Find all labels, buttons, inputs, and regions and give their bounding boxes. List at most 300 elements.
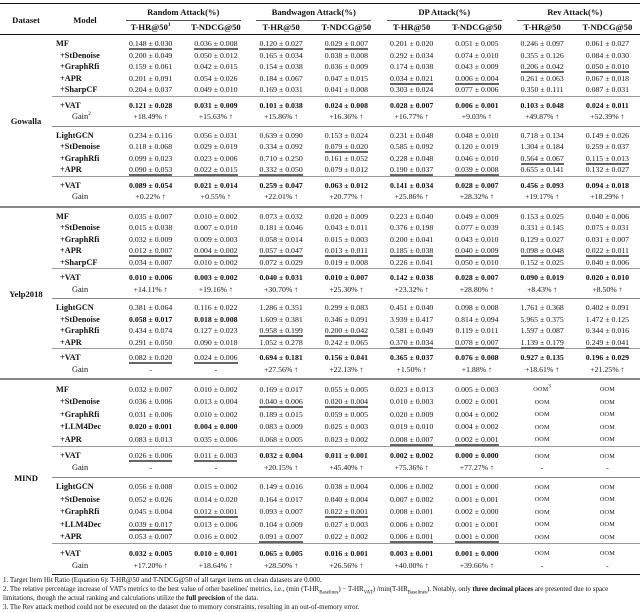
metric-cell xyxy=(510,518,575,531)
metric-value: +18.61% ↑ xyxy=(524,364,560,374)
metric-cell xyxy=(249,126,314,141)
dataset-label: Yelp2018 xyxy=(0,207,52,380)
metric-value: 0.259 ± 0.047 xyxy=(259,180,303,190)
metric-value: 0.344 ± 0.016 xyxy=(585,326,630,335)
metric-value: 0.019 ± 0.008 xyxy=(324,257,368,267)
metric-cell xyxy=(118,222,183,234)
metric-value: 0.141 ± 0.034 xyxy=(389,180,434,190)
metric-value: OOM xyxy=(599,496,615,503)
metric-value: - xyxy=(540,560,544,570)
metric-value: 0.040 ± 0.006 xyxy=(585,211,630,221)
metric-value: +18.64% ↑ xyxy=(198,560,234,570)
metric-cell xyxy=(118,35,183,50)
metric-cell xyxy=(379,421,444,434)
metric-value: 0.022 ± 0.002 xyxy=(324,532,368,541)
metric-cell xyxy=(379,96,444,111)
metric-cell xyxy=(118,531,183,544)
gain-cell xyxy=(444,191,509,207)
model-name xyxy=(52,111,118,126)
metric-value: 0.038 ± 0.008 xyxy=(324,50,368,60)
metric-value: 0.087 ± 0.031 xyxy=(585,85,630,94)
metric-value: 0.032 ± 0.007 xyxy=(128,384,173,394)
model-label: LightGCN xyxy=(56,482,94,491)
metric-cell xyxy=(249,176,314,191)
metric-cell xyxy=(314,84,379,96)
metric-cell xyxy=(510,408,575,421)
model-label: Gain xyxy=(72,284,89,294)
metric-cell xyxy=(183,506,248,519)
metric-cell xyxy=(444,421,509,434)
metric-value: +77.27% ↑ xyxy=(459,463,495,472)
metric-cell xyxy=(118,299,183,314)
group-label: Rev Attack(%) xyxy=(517,6,632,21)
metric-cell xyxy=(444,35,509,50)
metric-value: +25.30% ↑ xyxy=(329,284,364,294)
metric-value: OOM xyxy=(599,550,615,557)
metric-value: 0.055 ± 0.005 xyxy=(324,384,368,394)
metric-value: 0.035 ± 0.007 xyxy=(128,211,173,221)
metric-value: 0.119 ± 0.011 xyxy=(455,326,499,335)
metric-value: 0.058 ± 0.014 xyxy=(259,234,303,244)
metric-cell xyxy=(249,245,314,257)
metric-value: 0.246 ± 0.097 xyxy=(520,39,564,48)
metric-cell xyxy=(118,50,183,62)
model-name xyxy=(52,477,118,493)
metric-cell xyxy=(118,153,183,165)
metric-cell xyxy=(183,446,248,462)
metric-cell xyxy=(118,245,183,257)
gain-row xyxy=(0,111,640,126)
table-row xyxy=(0,50,640,62)
metric-value: 0.006 ± 0.002 xyxy=(389,519,434,529)
metric-value: +15.63% ↑ xyxy=(198,112,234,121)
model-name xyxy=(52,299,118,314)
metric-value: 0.006 ± 0.001 xyxy=(455,100,499,110)
metric-cell xyxy=(510,477,575,493)
metric-cell xyxy=(118,325,183,337)
metric-cell xyxy=(314,245,379,257)
metric-cell xyxy=(379,314,444,326)
metric-value: 0.164 ± 0.017 xyxy=(259,494,303,504)
model-label: MF xyxy=(56,384,69,394)
gain-cell xyxy=(510,560,575,575)
model-label: +StDenoise xyxy=(60,50,100,60)
metric-cell xyxy=(249,506,314,519)
metric-value: 0.084 ± 0.030 xyxy=(585,50,630,60)
gain-cell xyxy=(510,364,575,380)
rev-attack-header xyxy=(510,4,640,22)
metric-cell xyxy=(575,61,640,73)
subscript: VAT xyxy=(363,590,373,596)
metric-value: 0.189 ± 0.015 xyxy=(259,409,303,419)
metric-value: 0.028 ± 0.007 xyxy=(455,180,499,190)
metric-value: - xyxy=(540,463,544,472)
model-label: +VAT xyxy=(60,273,81,282)
footnote-marker: 1 xyxy=(167,22,171,29)
metric-value: 0.013 ± 0.006 xyxy=(194,519,238,529)
metric-value: +0.55% ↑ xyxy=(200,192,232,201)
metric-value: +1.88% ↑ xyxy=(461,364,493,374)
gain-cell xyxy=(444,364,509,380)
metric-cell xyxy=(510,446,575,462)
metric-value: 0.028 ± 0.007 xyxy=(455,273,499,282)
metric-cell xyxy=(444,314,509,326)
metric-cell xyxy=(575,269,640,284)
metric-cell xyxy=(314,141,379,153)
metric-cell xyxy=(249,141,314,153)
metric-value: 0.059 ± 0.005 xyxy=(324,409,368,419)
gain-cell xyxy=(444,560,509,575)
metric-cell xyxy=(444,433,509,446)
metric-value: 0.116 ± 0.022 xyxy=(194,303,238,312)
gain-cell xyxy=(575,284,640,299)
metric-cell xyxy=(510,531,575,544)
model-name xyxy=(52,61,118,73)
metric-value: 3.939 ± 0.417 xyxy=(389,314,434,324)
metric-cell xyxy=(444,349,509,364)
metric-value: +28.32% ↑ xyxy=(459,192,495,201)
metric-cell xyxy=(444,153,509,165)
model-label: +LLM4Dec xyxy=(60,422,102,431)
metric-cell xyxy=(183,84,248,96)
gain-cell xyxy=(444,111,509,126)
metric-value: OOM xyxy=(534,508,550,516)
metric-value: 0.072 ± 0.029 xyxy=(259,257,303,267)
metric-value: 0.020 ± 0.004 xyxy=(324,397,368,406)
metric-value: 0.006 ± 0.004 xyxy=(455,73,499,83)
gain-cell xyxy=(510,111,575,126)
footnote-text: ). Notably, only xyxy=(426,585,473,593)
vat-row xyxy=(0,96,640,111)
metric-cell xyxy=(379,73,444,85)
metric-cell xyxy=(314,176,379,191)
metric-value: 1.286 ± 0.351 xyxy=(259,303,303,312)
metric-header: T-NDCG@50 xyxy=(321,22,372,32)
model-label: +APR xyxy=(60,337,82,347)
metric-value: 0.451 ± 0.040 xyxy=(389,303,434,312)
metric-cell xyxy=(118,379,183,396)
gain-cell xyxy=(575,191,640,207)
metric-value: 0.036 ± 0.006 xyxy=(128,397,173,406)
gain-cell xyxy=(314,111,379,126)
metric-cell xyxy=(444,446,509,462)
model-label: Gain xyxy=(72,463,89,472)
metric-value: 0.127 ± 0.023 xyxy=(194,326,238,335)
gain-cell xyxy=(314,364,379,380)
metric-cell xyxy=(183,477,248,493)
model-label: Gain xyxy=(72,192,89,201)
metric-cell xyxy=(314,207,379,223)
metric-cell xyxy=(314,379,379,396)
metric-value: 0.002 ± 0.001 xyxy=(455,434,499,444)
metric-value: 0.074 ± 0.010 xyxy=(455,50,499,60)
model-name xyxy=(52,269,118,284)
metric-value: OOM xyxy=(599,436,615,443)
model-name xyxy=(52,493,118,506)
metric-value: 0.057 ± 0.047 xyxy=(259,246,303,255)
model-name xyxy=(52,222,118,234)
metric-cell xyxy=(510,349,575,364)
metric-cell xyxy=(314,421,379,434)
metric-value: 0.028 ± 0.007 xyxy=(389,100,434,110)
metric-value: 0.050 ± 0.010 xyxy=(455,257,499,267)
metric-cell xyxy=(575,257,640,269)
metric-value: 0.012 ± 0.007 xyxy=(128,246,173,255)
metric-value: 0.010 ± 0.002 xyxy=(194,384,238,394)
metric-value: 0.261 ± 0.063 xyxy=(520,73,564,83)
metric-value: +52.39% ↑ xyxy=(590,112,625,121)
metric-value: 0.010 ± 0.002 xyxy=(194,409,238,419)
table-row xyxy=(0,493,640,506)
metric-value: 0.016 ± 0.001 xyxy=(324,548,368,558)
gain-cell xyxy=(249,284,314,299)
metric-value: 0.154 ± 0.038 xyxy=(259,62,303,71)
model-label: +VAT xyxy=(60,548,81,558)
gain-cell xyxy=(314,284,379,299)
metric-header: T-HR@50 xyxy=(523,22,561,32)
table-row xyxy=(0,61,640,73)
metric-value: 0.004 ± 0.002 xyxy=(455,409,499,419)
gain-cell xyxy=(118,462,183,477)
metric-cell xyxy=(379,245,444,257)
gain-cell xyxy=(575,560,640,575)
model-name xyxy=(52,314,118,326)
metric-cell xyxy=(183,207,248,223)
model-name xyxy=(52,207,118,223)
metric-cell xyxy=(510,222,575,234)
footnote-text: 2. The relative percentage increase of VAT's metrics to the best value of other baselines' metrics, i.e., (min (T-HR xyxy=(3,585,320,593)
metric-value: OOM xyxy=(534,398,550,406)
metric-cell xyxy=(379,531,444,544)
model-label: Gain xyxy=(72,112,89,121)
metric-value: 0.056 ± 0.008 xyxy=(128,482,173,491)
metric-cell xyxy=(314,257,379,269)
model-name xyxy=(52,506,118,519)
metric-cell xyxy=(575,396,640,409)
footnote-3: 3. The Rev attack method could not be executed on the dataset due to memory constraints, resulting in an out-of-memory error. xyxy=(3,603,360,611)
metric-cell xyxy=(510,50,575,62)
metric-value: 0.098 ± 0.008 xyxy=(455,303,499,312)
metric-cell xyxy=(379,337,444,349)
dataset-label: Gowalla xyxy=(10,116,42,126)
metric-value: 0.032 ± 0.009 xyxy=(128,234,173,244)
model-name xyxy=(52,176,118,191)
metric-value: 0.009 ± 0.003 xyxy=(194,234,238,244)
metric-cell xyxy=(444,269,509,284)
metric-cell xyxy=(444,164,509,176)
metric-value: 0.090 ± 0.019 xyxy=(520,273,564,282)
metric-cell xyxy=(510,126,575,141)
metric-cell xyxy=(575,207,640,223)
metric-cell xyxy=(575,126,640,141)
metric-cell xyxy=(249,234,314,246)
metric-cell xyxy=(444,531,509,544)
model-name xyxy=(52,325,118,337)
gain-cell xyxy=(183,364,248,380)
metric-value: 0.001 ± 0.000 xyxy=(455,482,499,491)
metric-cell xyxy=(314,325,379,337)
model-label: +GraphRfi xyxy=(60,234,100,244)
metric-value: 0.031 ± 0.006 xyxy=(128,409,173,419)
metric-cell xyxy=(183,257,248,269)
metric-value: 0.002 ± 0.002 xyxy=(389,451,434,460)
metric-cell xyxy=(314,299,379,314)
table-row xyxy=(0,222,640,234)
gain-cell xyxy=(444,284,509,299)
metric-value: +20.77% ↑ xyxy=(329,192,364,201)
metric-cell xyxy=(249,35,314,50)
metric-value: OOM xyxy=(599,521,615,528)
metric-value: 0.079 ± 0.012 xyxy=(324,165,368,174)
metric-cell xyxy=(444,50,509,62)
metric-value: 0.101 ± 0.038 xyxy=(259,100,303,110)
metric-value: 0.051 ± 0.005 xyxy=(455,39,499,48)
metric-value: OOM xyxy=(534,411,550,418)
metric-cell xyxy=(510,176,575,191)
metric-value: 0.015 ± 0.038 xyxy=(128,223,173,232)
metric-value: 0.091 ± 0.007 xyxy=(259,532,303,541)
metric-value: +9.03% ↑ xyxy=(461,112,493,121)
metric-value: OOM xyxy=(534,423,550,431)
metric-value: 0.023 ± 0.013 xyxy=(389,384,434,394)
gain-cell xyxy=(118,191,183,207)
metric-value: +18.49% ↑ xyxy=(133,112,168,121)
metric-value: +27.56% ↑ xyxy=(263,364,299,374)
footnote-text: ) − T-HR xyxy=(338,585,364,593)
metric-value: 0.023 ± 0.002 xyxy=(324,434,368,444)
metric-cell xyxy=(118,234,183,246)
gain-cell xyxy=(379,364,444,380)
metric-value: 0.093 ± 0.007 xyxy=(259,507,303,516)
metric-value: 0.038 ± 0.004 xyxy=(324,482,368,491)
metric-value: 0.200 ± 0.049 xyxy=(128,50,173,60)
metric-value: 0.052 ± 0.026 xyxy=(128,494,173,504)
metric-value: 0.234 ± 0.116 xyxy=(129,130,173,140)
metric-cell xyxy=(575,245,640,257)
metric-value: 0.043 ± 0.011 xyxy=(324,223,368,232)
metric-cell xyxy=(444,337,509,349)
model-name xyxy=(52,349,118,364)
metric-cell xyxy=(444,493,509,506)
metric-value: 0.184 ± 0.067 xyxy=(259,73,303,83)
metric-cell xyxy=(575,493,640,506)
gain-row xyxy=(0,364,640,380)
model-name xyxy=(52,234,118,246)
metric-cell xyxy=(314,73,379,85)
metric-cell xyxy=(379,379,444,396)
metric-value: 0.190 ± 0.037 xyxy=(389,165,434,174)
model-label: +APR xyxy=(60,532,82,541)
metric-value: 0.129 ± 0.027 xyxy=(520,234,564,244)
metric-cell xyxy=(444,396,509,409)
metric-cell xyxy=(510,207,575,223)
metric-cell xyxy=(444,299,509,314)
metric-cell xyxy=(379,477,444,493)
gain-cell xyxy=(575,462,640,477)
vat-row xyxy=(0,446,640,462)
model-label: +VAT xyxy=(60,353,81,362)
metric-cell xyxy=(249,349,314,364)
model-name xyxy=(52,379,118,396)
metric-cell xyxy=(379,446,444,462)
metric-value: 0.008 ± 0.001 xyxy=(389,507,434,516)
metric-cell xyxy=(249,325,314,337)
metric-cell xyxy=(444,96,509,111)
metric-value: 0.019 ± 0.010 xyxy=(389,422,434,431)
table-row xyxy=(0,153,640,165)
metric-cell xyxy=(575,325,640,337)
metric-cell xyxy=(575,299,640,314)
metric-value: 0.228 ± 0.048 xyxy=(389,153,434,163)
metric-header: T-NDCG@50 xyxy=(452,22,502,32)
gain-cell xyxy=(249,560,314,575)
table-row xyxy=(0,245,640,257)
metric-value: 0.056 ± 0.031 xyxy=(194,130,238,140)
footnote-text: ) /min(T-HR xyxy=(372,585,408,593)
metric-cell xyxy=(444,84,509,96)
model-label: LightGCN xyxy=(56,130,94,140)
metric-cell xyxy=(314,153,379,165)
metric-cell xyxy=(183,531,248,544)
metric-value: 0.043 ± 0.010 xyxy=(455,234,499,244)
table-row xyxy=(0,141,640,153)
metric-value: 0.083 ± 0.009 xyxy=(259,422,303,431)
footnote-2 xyxy=(3,585,637,603)
metric-value: 0.029 ± 0.019 xyxy=(194,142,238,151)
gain-cell xyxy=(118,364,183,380)
metric-value: 0.181 ± 0.046 xyxy=(259,223,303,232)
metric-cell xyxy=(118,61,183,73)
metric-value: 0.013 ± 0.004 xyxy=(194,397,238,406)
metric-cell xyxy=(444,257,509,269)
metric-value: 0.710 ± 0.250 xyxy=(259,153,303,163)
metric-value: 0.002 ± 0.001 xyxy=(455,397,499,406)
table-row xyxy=(0,35,640,50)
model-name xyxy=(52,50,118,62)
metric-value: 0.010 ± 0.002 xyxy=(194,257,238,267)
metric-cell xyxy=(118,493,183,506)
metric-value: 1.761 ± 0.368 xyxy=(520,303,564,312)
metric-value: +19.16% ↑ xyxy=(198,284,234,294)
model-label: MF xyxy=(56,39,69,48)
metric-cell xyxy=(379,408,444,421)
metric-value: 0.012 ± 0.001 xyxy=(194,507,238,516)
metric-value: 0.585 ± 0.092 xyxy=(389,142,434,151)
metric-value: 0.026 ± 0.006 xyxy=(128,451,173,460)
model-label: +LLM4Dec xyxy=(60,519,102,529)
metric-cell xyxy=(118,176,183,191)
metric-cell xyxy=(249,421,314,434)
metric-value: 0.003 ± 0.002 xyxy=(194,273,238,282)
metric-cell xyxy=(379,141,444,153)
metric-value: 0.011 ± 0.001 xyxy=(324,451,368,460)
vat-row xyxy=(0,176,640,191)
metric-value: +8.50% ↑ xyxy=(592,284,623,294)
metric-value: 0.090 ± 0.053 xyxy=(128,165,173,174)
metric-value: 0.020 ± 0.009 xyxy=(324,211,368,221)
metric-value: +40.00% ↑ xyxy=(394,560,429,570)
metric-cell xyxy=(249,61,314,73)
metric-value: 0.291 ± 0.050 xyxy=(128,337,173,347)
model-label: MF xyxy=(56,211,69,221)
metric-value: OOM xyxy=(599,411,615,418)
metric-value: OOM xyxy=(534,550,550,557)
metric-value: 0.024 ± 0.011 xyxy=(585,100,629,110)
model-label: +VAT xyxy=(60,451,81,460)
metric-header: T-NDCG@50 xyxy=(582,22,633,32)
model-label: +StDenoise xyxy=(60,397,100,406)
metric-value: 0.098 ± 0.048 xyxy=(520,246,564,255)
